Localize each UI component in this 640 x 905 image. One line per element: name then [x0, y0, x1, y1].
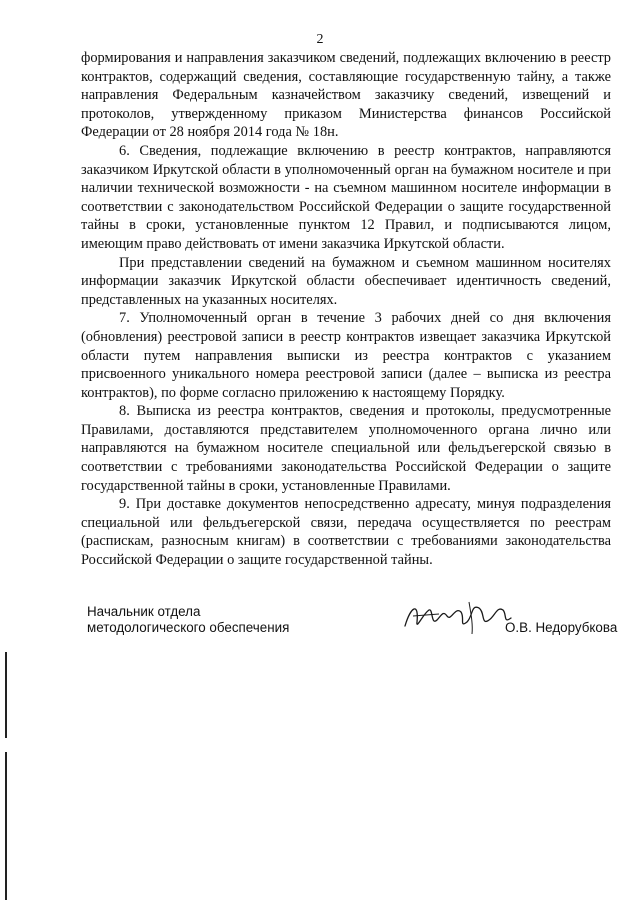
signer-position-line-2: методологического обеспечения: [87, 620, 290, 635]
scan-margin-mark: [5, 652, 7, 738]
page-number: 2: [316, 32, 324, 47]
document-body: [81, 49, 611, 570]
paragraph-item-6: 6. Сведения, подлежащие включению в реестр контрактов, направляются заказчиком Иркутской области в уполномоченный орган на бумажном носителе и при наличии технической возможности - на съемном машинном носителе информации в соответствии с законодательством Российской Федерации о защите государственной тайны в сроки, установленные пунктом 12 Правил, и подписываются лицом, имеющим право действовать от имени заказчика Иркутской области.: [81, 142, 611, 252]
handwritten-signature: [399, 596, 519, 638]
signature-block: [87, 604, 617, 644]
paragraph-item-7: 7. Уполномоченный орган в течение 3 рабочих дней со дня включения (обновления) реестровой записи в реестр контрактов извещает заказчика Иркутской области путем направления выписки из реестра контрактов с указанием присвоенного уникального номера реестровой записи (далее – выписка из реестра контрактов), по форме согласно приложению к настоящему Порядку.: [81, 310, 611, 401]
signer-position: [87, 604, 347, 636]
signer-position-line-1: Начальник отдела: [87, 604, 201, 619]
paragraph-continuation: формирования и направления заказчиком сведений, подлежащих включению в реестр контрактов, содержащий сведения, составляющие государственную тайну, а также направления Федеральным казначейством заказчику сведений, извещений и протоколов, утвержденному приказом Министерства финансов Российской Федерации от 28 ноября 2014 года № 18н.: [81, 50, 611, 141]
scan-margin-mark: [5, 752, 7, 900]
paragraph-item-9: 9. При доставке документов непосредственно адресату, минуя подразделения специальной или фельдъегерской связи, передача осуществляется по реестрам (распискам, разносным книгам) в соответствии с требованиями законодательства Российской Федерации о защите государственной тайны.: [81, 496, 611, 569]
paragraph-item-8: 8. Выписка из реестра контрактов, сведения и протоколы, предусмотренные Правилами, доставляются представителем уполномоченного органа лично или направляются на бумажном носителе специальной или фельдъегерской связью в соответствии с требованиями законодательства Российской Федерации о защите государственной тайны в сроки, установленные Правилами.: [81, 403, 611, 494]
signer-name: О.В. Недорубкова: [505, 620, 618, 635]
paragraph-item-6-note: При представлении сведений на бумажном и съемном машинном носителях информации заказчик Иркутской области обеспечивает идентичность сведений, представленных на указанных носителях.: [81, 254, 611, 308]
